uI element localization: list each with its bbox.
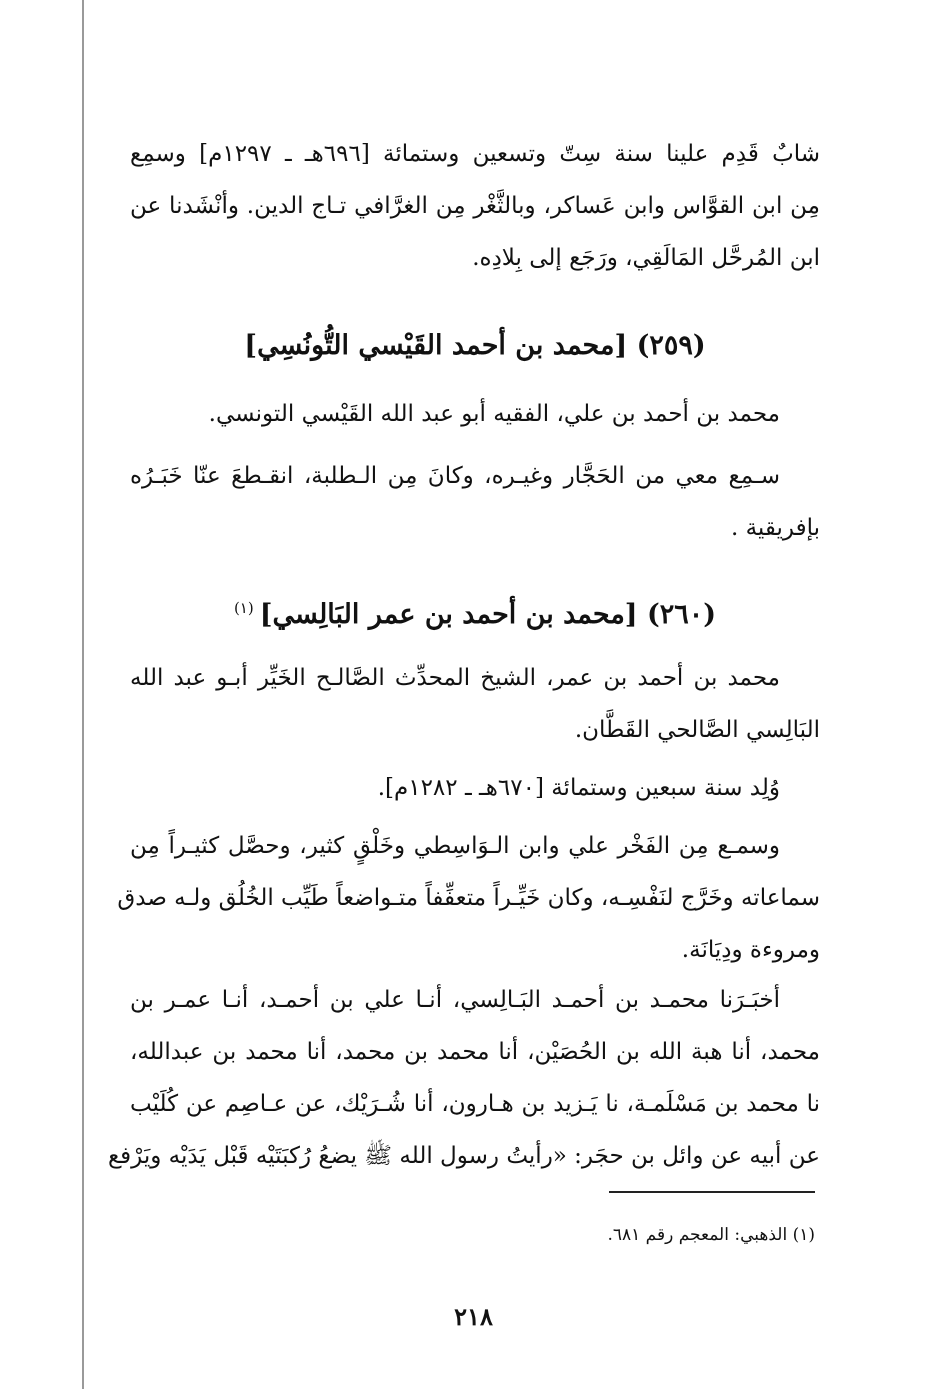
- text-line: البَالِسي الصَّالحي القَطَّان.: [574, 717, 820, 743]
- text-line: محمد بن أحمد بن علي، الفقيه أبو عبد الله القَيْسي التونسي.: [208, 401, 780, 427]
- entry-259-body-paragraph: [130, 450, 820, 554]
- entry-259-heading: (٢٥٩) [محمد بن أحمد القَيْسي التُّونُسِي]: [244, 330, 706, 361]
- text-line: محمد بن أحمد بن عمر، الشيخ المحدِّث الصَّالـح الخَيِّر أبـو عبد الله: [130, 665, 780, 691]
- text-line: سـمِع معي من الحَجَّار وغيـره، وكانَ مِن الـطلبة، انقـطعَ عنّا خَبَـرُه: [130, 463, 780, 489]
- text-line: سماعاته وخَرَّج لنَفْسِـه، وكان خَيِّـراً متعفِّفاً متـواضعاً طَيِّب الخُلُق ولـه صدق: [117, 885, 820, 911]
- page-edge-line: [82, 0, 84, 1389]
- footnote-divider: [609, 1191, 815, 1193]
- text-line: عن أبيه عن وائل بن حجَر: «رأيتُ رسول الله ﷺ يضعُ رُكبَتَيْه قَبْل يَدَيْه ويَرْفع: [107, 1143, 820, 1169]
- entry-260-name-paragraph: [130, 652, 820, 756]
- text-line: ومروءة ودِيَانَة.: [681, 937, 820, 963]
- text-line: محمد، أنا هبة الله بن الحُصَيْن، أنا محمد بن محمد، أنا محمد بن عبدالله،: [130, 1039, 820, 1065]
- entry-260-study-paragraph: [117, 820, 820, 976]
- text-line: وُلِد سنة سبعين وستمائة [٦٧٠هـ ـ ١٢٨٢م].: [377, 775, 780, 801]
- text-line: وسمـع مِن الفَخْر علي وابن الـوَاسِطي وخَلْقٍ كثير، وحصَّل كثيـراً مِن: [130, 833, 780, 859]
- entry-260-heading: [130, 588, 820, 635]
- text-line: شابٌ قَدِم علينا سنة سِتّ وتسعين وستمائة [٦٩٦هـ ـ ١٢٩٧م] وسمِع: [130, 141, 820, 167]
- entry-259-name-paragraph: [130, 388, 820, 440]
- text-line: ابن المُرحَّل المَالَقِي، ورَجَع إلى بِلادِه.: [472, 245, 820, 271]
- entry-260-heading-text: (٢٦٠) [محمد بن أحمد بن عمر البَالِسي]: [259, 599, 717, 630]
- footnote-text: (١) الذهبي: المعجم رقم ٦٨١.: [607, 1225, 815, 1245]
- intro-paragraph: [130, 128, 820, 284]
- entry-260-birth-paragraph: [130, 762, 820, 814]
- text-line: نا محمد بن مَسْلَمـة، نا يَـزيد بن هـارون، أنا شُـرَيْك، عن عـاصِم عن كُلَيْب: [130, 1091, 820, 1117]
- page-number: ٢١٨: [454, 1302, 493, 1331]
- text-line: بإفريقية .: [730, 515, 820, 541]
- text-line: مِن ابن القوَّاس وابن عَساكر، وبالثَّغْر مِن الغرَّافي تـاج الدين. وأنْشَدنا عن: [130, 193, 820, 219]
- text-line: أخبَـرَنا محمـد بن أحمـد البَـالِسي، أنـا علي بن أحمـد، أنـا عمـر بن: [130, 987, 780, 1013]
- entry-260-isnad-paragraph: [107, 974, 820, 1182]
- footnote-marker: (١): [233, 599, 254, 617]
